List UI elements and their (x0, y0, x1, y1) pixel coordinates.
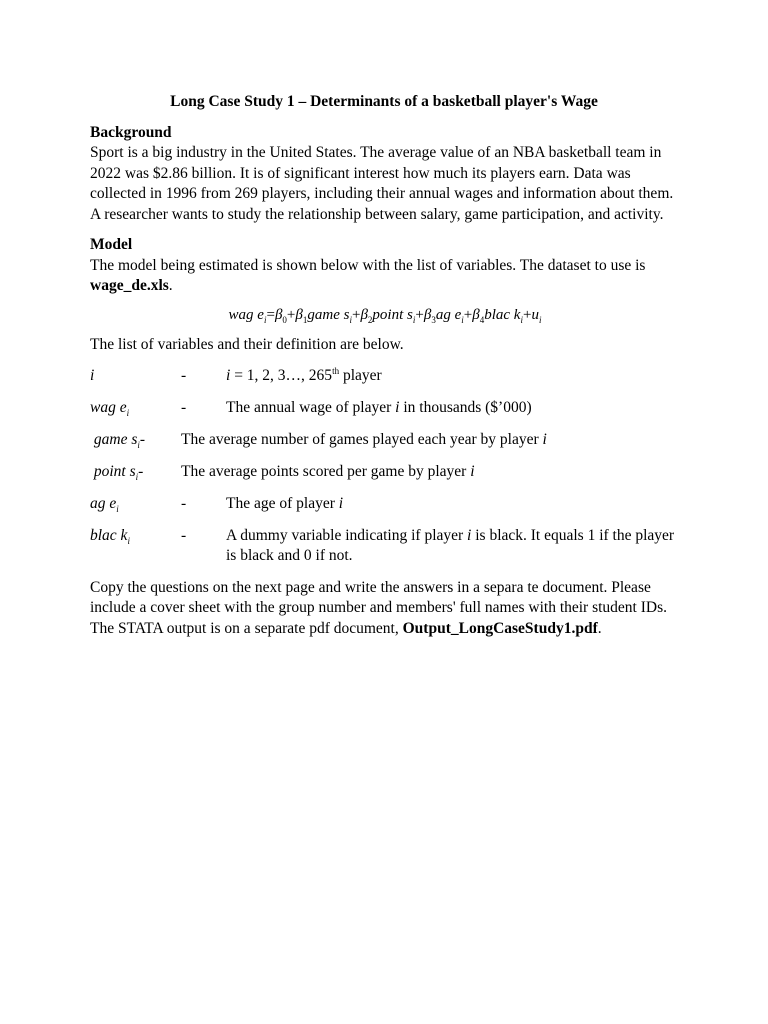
variable-list-intro: The list of variables and their definition are below. (90, 336, 404, 353)
model-text-after: . (168, 277, 173, 294)
model-text-before: The model being estimated is shown below with the list of variables. The dataset to use is (90, 256, 646, 274)
equation-age: ag $e_i$ (435, 306, 464, 325)
output-file-name: Output_LongCaseStudy1.pdf (402, 619, 598, 637)
variable-dash: - (181, 366, 187, 384)
background-text: Sport is a big industry in the United States. The average value of an NBA basketball team in 2022 was $2.86 billion. It is of significant interest how much its players earn. Data was collected in 1996 from 269 players, including their annual wages and information about them. A researcher wants to study the relationship between salary, game participation, and activity. (90, 144, 674, 223)
variable-row-black (90, 526, 680, 567)
equation-black: blac $k_i$ (484, 306, 523, 325)
variable-description: i = 1, 2, 3…, 265th player (226, 365, 382, 384)
closing-end: . (597, 619, 602, 637)
variable-row-age (90, 494, 680, 515)
variable-description: The average number of games played each year by player i (181, 430, 547, 448)
model-text (90, 256, 680, 297)
dataset-name: wage_de.xls (90, 277, 169, 294)
variable-dash: - (181, 526, 187, 544)
variable-row-games (90, 430, 680, 451)
variable-row-wage (90, 398, 680, 419)
variable-name: ag $e_i$ (90, 494, 119, 514)
background-heading: Background (90, 123, 172, 141)
variable-name: point $s_i-$ (90, 462, 144, 482)
equation-games: game $s_i$ (307, 306, 352, 325)
variable-name: blac $k_i$ (90, 526, 130, 546)
variable-description: The age of player i (226, 494, 344, 512)
equation-points: point $s_i$ (372, 306, 416, 325)
variable-dash: - (181, 494, 187, 512)
variable-dash: - (181, 398, 187, 416)
variable-row-i (90, 366, 680, 387)
equation-wage: wag $e_i$ (228, 306, 267, 325)
closing-text (90, 578, 680, 640)
variable-name: game $s_i-$ (90, 430, 146, 450)
closing-body: Copy the questions on the next page and write the answers in a separa te document. Please include a cover sheet with the group number and members' full names with their student IDs. The STATA output is on a separate pdf document, (90, 578, 668, 637)
variable-description: The annual wage of player i in thousands ($’000) (226, 398, 532, 416)
document-page (90, 92, 680, 639)
variable-description: The average points scored per game by player i (181, 462, 475, 480)
variable-description: A dummy variable indicating if player i is black. It equals 1 if the player is black and 0 if not. (226, 526, 675, 564)
variable-row-points (90, 462, 680, 483)
document-title: Long Case Study 1 – Determinants of a basketball player's Wage (170, 93, 598, 110)
variable-name: wag $e_i$ (90, 398, 130, 418)
variable-name: i (90, 366, 95, 384)
model-heading: Model (90, 236, 133, 253)
model-equation: wag $e_i=\beta_0+\beta_1game$ $s_i+\beta_2point$ $s_i+\beta_3ag$ $e_i+\beta_4blac$ $k_i+u_i$ (228, 306, 542, 325)
